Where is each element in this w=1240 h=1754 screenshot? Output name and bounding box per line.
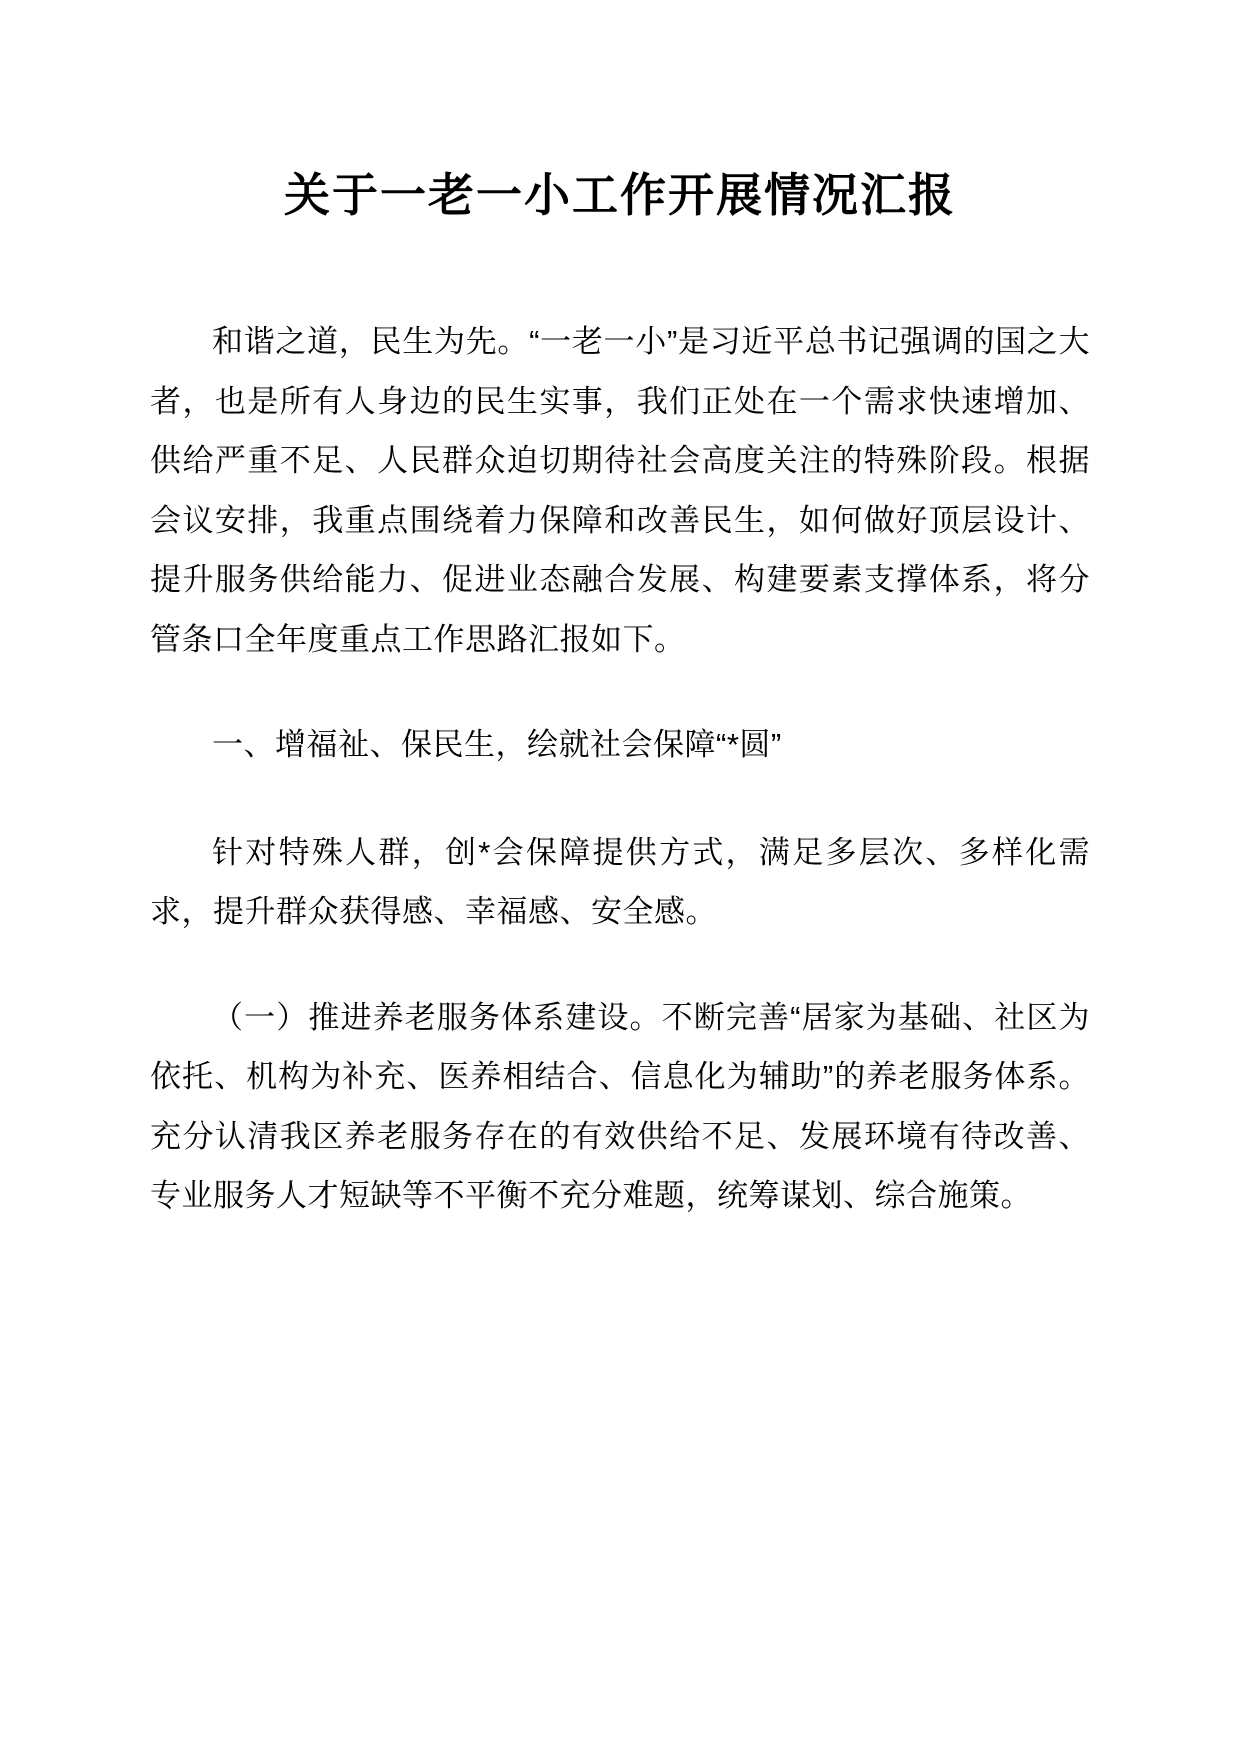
document-body: [150, 312, 1090, 1226]
paragraph-intro: 和谐之道，民生为先。“一老一小”是习近平总书记强调的国之大者，也是所有人身边的民生实事，我们正处在一个需求快速增加、供给严重不足、人民群众迫切期待社会高度关注的特殊阶段。根据会议安排，我重点围绕着力保障和改善民生，如何做好顶层设计、提升服务供给能力、促进业态融合发展、构建要素支撑体系，将分管条口全年度重点工作思路汇报如下。: [150, 324, 1090, 657]
page-title: 关于一老一小工作开展情况汇报: [284, 169, 956, 221]
paragraph-section-one-intro: 针对特殊人群，创*会保障提供方式，满足多层次、多样化需求，提升群众获得感、幸福感、安全感。: [150, 834, 1090, 930]
paragraph-subsection-one: （一）推进养老服务体系建设。不断完善“居家为基础、社区为依托、机构为补充、医养相结合、信息化为辅助”的养老服务体系。充分认清我区养老服务存在的有效供给不足、发展环境有待改善、专业服务人才短缺等不平衡不充分难题，统筹谋划、综合施策。: [150, 999, 1090, 1214]
section-heading-one: 一、增福祉、保民生，绘就社会保障“*圆”: [212, 727, 782, 763]
